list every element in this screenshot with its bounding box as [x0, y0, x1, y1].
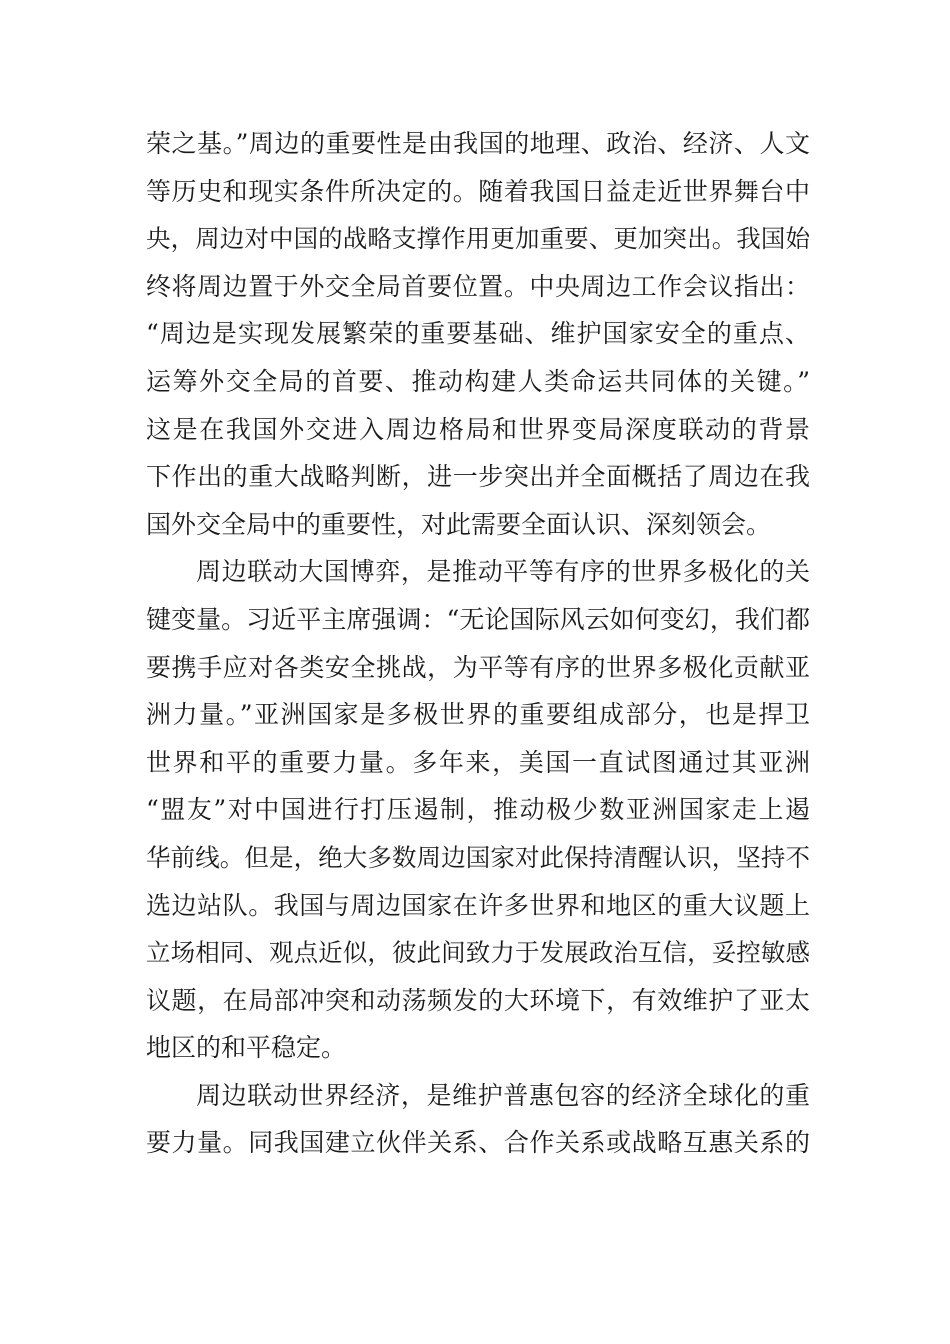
paragraph-2 [146, 548, 810, 1072]
text-line: 要力量。同我国建立伙伴关系、合作关系或战略互惠关系的 [146, 1128, 810, 1158]
text-line: 周边联动世界经济，是维护普惠包容的经济全球化的重 [196, 1080, 810, 1110]
text-line: 华前线。但是，绝大多数周边国家对此保持清醒认识，坚持不 [146, 842, 810, 872]
text-line: 键变量。习近平主席强调：“无论国际风云如何变幻，我们都 [146, 604, 810, 634]
text-line: 国外交全局中的重要性，对此需要全面认识、深刻领会。 [146, 509, 772, 539]
text-line: 周边联动大国博弈，是推动平等有序的世界多极化的关 [196, 557, 810, 587]
text-line: 央，周边对中国的战略支撑作用更加重要、更加突出。我国始 [146, 224, 810, 254]
text-line: 下作出的重大战略判断，进一步突出并全面概括了周边在我 [146, 462, 810, 492]
text-line: 这是在我国外交进入周边格局和世界变局深度联动的背景 [146, 414, 810, 444]
text-line: 要携手应对各类安全挑战，为平等有序的世界多极化贡献亚 [146, 652, 810, 682]
text-line: 立场相同、观点近似，彼此间致力于发展政治互信，妥控敏感 [146, 938, 810, 968]
text-line: 世界和平的重要力量。多年来，美国一直试图通过其亚洲 [146, 747, 810, 777]
text-line: 选边站队。我国与周边国家在许多世界和地区的重大议题上 [146, 890, 810, 920]
text-line: 议题，在局部冲突和动荡频发的大环境下，有效维护了亚太 [146, 985, 810, 1015]
text-line: 地区的和平稳定。 [146, 1033, 347, 1063]
text-line: 终将周边置于外交全局首要位置。中央周边工作会议指出： [146, 271, 810, 301]
text-line: “盟友”对中国进行打压遏制，推动极少数亚洲国家走上遏 [146, 795, 810, 825]
text-line: “周边是实现发展繁荣的重要基础、维护国家安全的重点、 [146, 319, 810, 349]
paragraph-1 [146, 120, 810, 548]
text-line: 运筹外交全局的首要、推动构建人类命运共同体的关键。” [146, 366, 810, 396]
body-text [146, 120, 810, 1167]
paragraph-3 [146, 1072, 810, 1167]
text-line: 洲力量。”亚洲国家是多极世界的重要组成部分，也是捍卫 [146, 700, 810, 730]
text-line: 荣之基。”周边的重要性是由我国的地理、政治、经济、人文 [146, 129, 810, 158]
text-line: 等历史和现实条件所决定的。随着我国日益走近世界舞台中 [146, 176, 810, 206]
